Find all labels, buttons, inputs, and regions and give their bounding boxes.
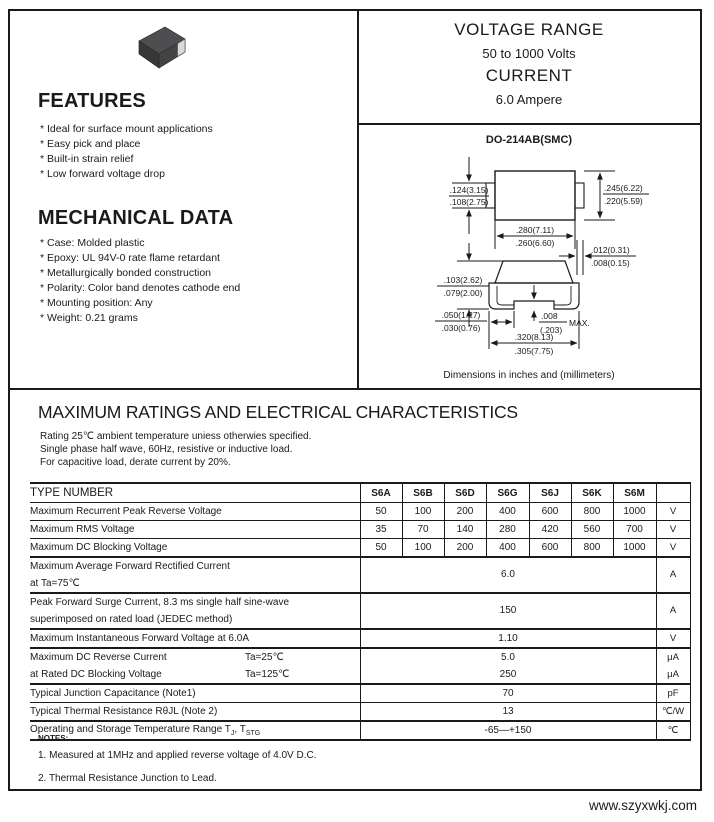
mechanical-data-list <box>40 236 240 326</box>
param-line: Maximum Average Forward Rectified Current <box>30 561 230 572</box>
table-row <box>30 703 690 722</box>
unit-cell: μA μA <box>656 648 690 684</box>
feature-item: * Low forward voltage drop <box>40 168 165 180</box>
dim-body-width-min: .220(5.59) <box>604 196 643 206</box>
dim-overall-length-min: .305(7.75) <box>514 346 554 356</box>
cell-value: 100 <box>402 539 444 558</box>
param-label: Typical Thermal Resistance RθJL (Note 2) <box>30 706 218 717</box>
cell-value: 1000 <box>613 503 656 521</box>
dim-body-width-max: .245(6.22) <box>604 183 643 193</box>
cell-value: 400 <box>486 539 529 558</box>
note-item: 1. Measured at 1MHz and applied reverse voltage of 4.0V D.C. <box>38 750 317 761</box>
table-row <box>30 629 690 648</box>
unit-cell: ℃ <box>656 721 690 740</box>
dim-standoff-max: MAX. <box>569 318 590 328</box>
type-header: S6B <box>402 483 444 503</box>
cell-value: 35 <box>360 521 402 539</box>
features-list <box>40 122 213 182</box>
feature-item: * Easy pick and place <box>40 138 141 150</box>
param-label: Maximum Recurrent Peak Reverse Voltage <box>30 506 222 517</box>
dim-lead-thickness-min: .008(0.15) <box>591 258 630 268</box>
cell-value: 800 <box>571 503 613 521</box>
cell-value: 70 <box>360 684 656 703</box>
notes-title: NOTES: <box>38 734 69 743</box>
top-view-dimension-labels <box>450 183 643 248</box>
rating-condition: For capacitive load, derate current by 20%. <box>40 457 231 468</box>
param-label <box>30 648 360 684</box>
dim-foot-length-min: .030(0.76) <box>441 323 481 333</box>
website-url: www.szyxwkj.com <box>588 798 697 813</box>
cell-value: 13 <box>360 703 656 722</box>
table-row <box>30 503 690 521</box>
cell-value: 280 <box>486 521 529 539</box>
param-label <box>30 557 360 593</box>
package-outline-diagram <box>357 125 701 390</box>
type-header: S6K <box>571 483 613 503</box>
rating-condition: Rating 25℃ ambient temperature uniess otherwies specified. <box>40 431 312 442</box>
cell-value: 200 <box>444 503 486 521</box>
cell-value: 100 <box>402 503 444 521</box>
mechanical-item: * Case: Molded plastic <box>40 237 145 249</box>
dim-tab-height-max: .124(3.15) <box>449 185 489 195</box>
table-row <box>30 521 690 539</box>
ratings-table <box>30 482 691 741</box>
table-row <box>30 539 690 558</box>
cell-value: -65—+150 <box>360 721 656 740</box>
table-row <box>30 721 690 740</box>
param-line: Maximum DC Reverse Current Ta=25℃ <box>30 649 360 666</box>
features-title: FEATURES <box>38 90 146 112</box>
table-row <box>30 684 690 703</box>
smd-package-illustration <box>133 24 189 74</box>
table-row-group <box>30 557 690 593</box>
cell-value: 50 <box>360 503 402 521</box>
dim-lead-thickness-max: .012(0.31) <box>591 245 630 255</box>
rating-conditions <box>40 430 311 469</box>
dim-height-min: .079(2.00) <box>443 288 483 298</box>
unit-cell: ℃/W <box>656 703 690 722</box>
cell-value: 400 <box>486 503 529 521</box>
cell-value: 600 <box>529 539 571 558</box>
cell-value: 200 <box>444 539 486 558</box>
unit-cell: V <box>656 503 690 521</box>
unit-cell: pF <box>656 684 690 703</box>
dim-tab-height-min: .108(2.75) <box>449 197 489 207</box>
side-view-dimension-labels <box>442 275 590 356</box>
cell-value: 1.10 <box>360 629 656 648</box>
mechanical-data-title: MECHANICAL DATA <box>38 207 234 229</box>
feature-item: * Ideal for surface mount applications <box>40 123 213 135</box>
table-row-group <box>30 593 690 629</box>
feature-item: * Built-in strain relief <box>40 153 134 165</box>
rating-condition: Single phase half wave, 60Hz, resistive or inductive load. <box>40 444 293 455</box>
cell-value: 560 <box>571 521 613 539</box>
param-label <box>30 593 360 629</box>
test-condition: Ta=125℃ <box>245 669 290 680</box>
dim-foot-length-max: .050(1.27) <box>441 310 481 320</box>
mechanical-item: * Polarity: Color band denotes cathode end <box>40 282 241 294</box>
dim-body-length-max: .280(7.11) <box>515 225 555 235</box>
cell-value: 5.0 250 <box>360 648 656 684</box>
table-header-row <box>30 483 690 503</box>
cell-value: 50 <box>360 539 402 558</box>
cell-value: 600 <box>529 503 571 521</box>
mechanical-item: * Epoxy: UL 94V-0 rate flame retardant <box>40 252 220 264</box>
param-label: Operating and Storage Temperature Range $T_J$, $T_{STG}$ <box>30 724 261 737</box>
max-ratings-title: MAXIMUM RATINGS AND ELECTRICAL CHARACTERISTICS <box>38 402 518 422</box>
voltage-range-value: 50 to 1000 Volts <box>482 46 576 61</box>
param-label: Maximum DC Blocking Voltage <box>30 542 168 553</box>
package-body <box>139 27 185 68</box>
param-line: at Rated DC Blocking Voltage Ta=125℃ <box>30 666 360 683</box>
type-header: S6D <box>444 483 486 503</box>
current-value: 6.0 Ampere <box>495 92 563 107</box>
type-header: S6A <box>360 483 402 503</box>
cell-value: 6.0 <box>360 557 656 593</box>
test-condition: Ta=25℃ <box>245 652 284 663</box>
cell-value: 70 <box>402 521 444 539</box>
table-row-group <box>30 648 690 684</box>
param-line: Peak Forward Surge Current, 8.3 ms single half sine-wave <box>30 597 290 608</box>
dim-height-max: .103(2.62) <box>443 275 483 285</box>
mechanical-item: * Mounting position: Any <box>40 297 153 309</box>
package-name: DO-214AB(SMC) <box>485 134 573 146</box>
unit-cell: V <box>656 629 690 648</box>
unit-cell: V <box>656 521 690 539</box>
param-line: superimposed on rated load (JEDEC method) <box>30 614 233 625</box>
mechanical-item: * Metallurgically bonded construction <box>40 267 212 279</box>
cell-value: 800 <box>571 539 613 558</box>
mechanical-item: * Weight: 0.21 grams <box>40 312 138 324</box>
unit-cell: A <box>656 557 690 593</box>
cell-value: 150 <box>360 593 656 629</box>
type-header: S6G <box>486 483 529 503</box>
current-label: CURRENT <box>485 66 573 85</box>
dim-body-length-min: .260(6.60) <box>515 238 555 248</box>
cell-value: 140 <box>444 521 486 539</box>
cell-value: 1000 <box>613 539 656 558</box>
type-number-header: TYPE NUMBER <box>30 487 114 499</box>
cell-value: 700 <box>613 521 656 539</box>
note-item: 2. Thermal Resistance Junction to Lead. <box>38 773 217 784</box>
param-line: at Ta=75℃ <box>30 578 80 589</box>
unit-header <box>656 483 690 503</box>
cell-value: 420 <box>529 521 571 539</box>
package-top-view <box>486 171 584 220</box>
param-label: Maximum RMS Voltage <box>30 524 135 535</box>
param-label: Maximum Instantaneous Forward Voltage at 6.0A <box>30 633 250 644</box>
type-header: S6M <box>613 483 656 503</box>
param-label: Typical Junction Capacitance (Note1) <box>30 688 196 699</box>
dim-overall-length-max: .320(8.13) <box>514 332 554 342</box>
dimensions-caption: Dimensions in inches and (millimeters) <box>443 370 615 381</box>
dim-standoff-in: .008 <box>541 311 558 321</box>
dim-standoff-mm: (.203) <box>540 325 563 335</box>
type-header: S6J <box>529 483 571 503</box>
unit-cell: V <box>656 539 690 558</box>
voltage-range-label: VOLTAGE RANGE <box>454 20 604 39</box>
unit-cell: A <box>656 593 690 629</box>
